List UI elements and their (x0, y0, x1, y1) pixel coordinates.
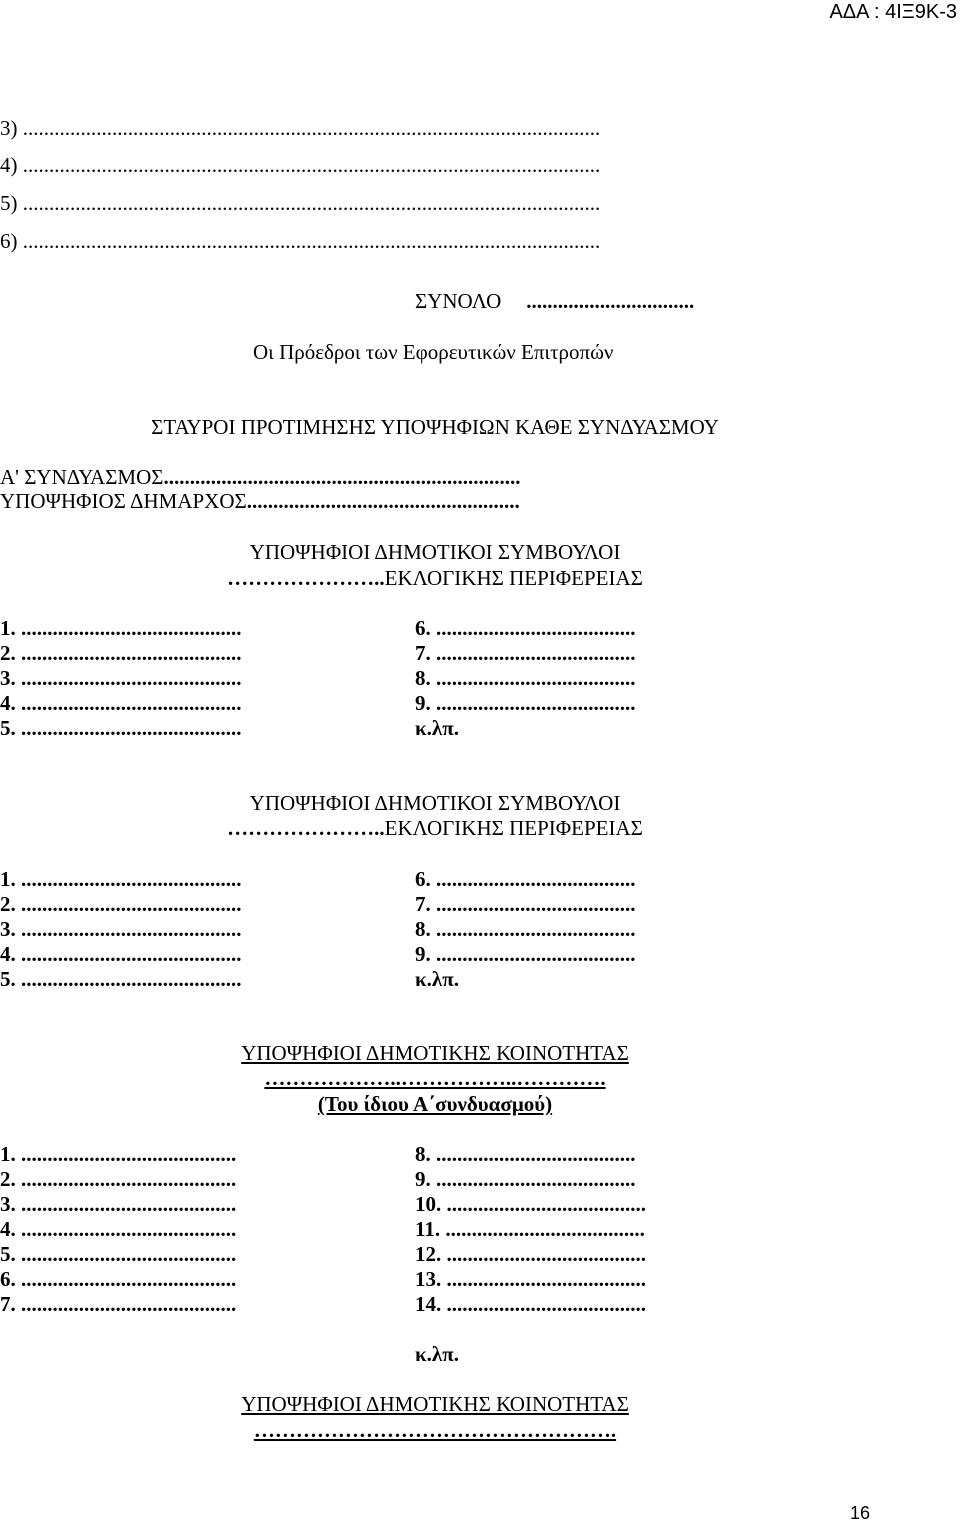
total-label: ΣΥΝΟΛΟ (415, 289, 502, 313)
combination-label: Α' ΣΥΝΔΥΑΣΜΟΣ (0, 465, 164, 489)
mayor-candidate-label: ΥΠΟΨΗΦΙΟΣ ΔΗΜΑΡΧΟΣ (0, 489, 247, 513)
district-label: ΕΚΛΟΓΙΚΗΣ ΠΕΡΙΦΕΡΕΙΑΣ (384, 816, 643, 840)
candidate-slot: 8. ...................................... (415, 1142, 636, 1166)
presidents-label: Οι Πρόεδροι των Εφορευτικών Επιτροπών (253, 340, 614, 364)
council-section-title: ΥΠΟΨΗΦΙΟΙ ΔΗΜΟΤΙΚΟΙ ΣΥΜΒΟΥΛΟΙ (249, 540, 621, 564)
council-district-line (0, 816, 870, 840)
mayor-candidate-line (0, 489, 520, 513)
candidate-slot: 2. ......................................... (0, 1167, 237, 1191)
council-row (0, 716, 870, 741)
community-row (0, 1267, 870, 1292)
council-district-line (0, 566, 870, 590)
vote-line-3: 3) .............................................................................................................. (0, 116, 601, 140)
candidate-slot: 9. ...................................... (415, 942, 636, 966)
candidate-slot: 2. .......................................... (0, 641, 242, 665)
candidate-slot: 14. ...................................... (415, 1292, 646, 1316)
community-name-line (0, 1066, 870, 1090)
etc-label: κ.λπ. (415, 716, 459, 740)
council-section-title: ΥΠΟΨΗΦΙΟΙ ΔΗΜΟΤΙΚΟΙ ΣΥΜΒΟΥΛΟΙ (249, 791, 621, 815)
candidate-slot: 6. ...................................... (415, 867, 636, 891)
candidate-slot: 8. ...................................... (415, 917, 636, 941)
candidate-slot: 7. ...................................... (415, 892, 636, 916)
community-subtitle-line (0, 1092, 870, 1116)
community-section-title: ΥΠΟΨΗΦΙΟΙ ΔΗΜΟΤΙΚΗΣ ΚΟΙΝΟΤΗΤΑΣ (241, 1392, 629, 1416)
mayor-candidate-dots: .................................................... (246, 489, 520, 513)
community-subtitle: (Του ίδιου Α΄συνδυασμού) (317, 1092, 553, 1116)
council-list (0, 616, 870, 741)
page-number: 16 (850, 1503, 871, 1523)
community-row (0, 1217, 870, 1242)
council-row (0, 942, 870, 967)
community-section-title: ΥΠΟΨΗΦΙΟΙ ΔΗΜΟΤΙΚΗΣ ΚΟΙΝΟΤΗΤΑΣ (241, 1041, 629, 1065)
council-row (0, 666, 870, 691)
candidate-slot: 1. .......................................... (0, 616, 242, 640)
candidate-slot: 11. ...................................... (415, 1217, 645, 1241)
candidate-slot: 1. ......................................... (0, 1142, 237, 1166)
candidate-slot: 5. ......................................... (0, 1242, 237, 1266)
candidate-slot: 3. .......................................... (0, 917, 242, 941)
community-row (0, 1242, 870, 1267)
candidate-slot: 3. .......................................... (0, 666, 242, 690)
community-row (0, 1167, 870, 1192)
community-name-dots: ……………………………………………. (253, 1418, 617, 1442)
district-label: ΕΚΛΟΓΙΚΗΣ ΠΕΡΙΦΕΡΕΙΑΣ (384, 566, 643, 590)
candidate-slot: 9. ...................................... (415, 1167, 636, 1191)
district-dots: ………………….. (227, 566, 385, 590)
council-row (0, 917, 870, 942)
candidate-slot: 6. ......................................... (0, 1267, 237, 1291)
candidate-slot: 3. ......................................... (0, 1192, 237, 1216)
council-row (0, 867, 870, 892)
combination-dots: .................................................................... (163, 465, 521, 489)
district-dots: ………………….. (227, 816, 385, 840)
community-list (0, 1142, 870, 1317)
council-row (0, 967, 870, 992)
candidate-slot: 6. ...................................... (415, 616, 636, 640)
candidate-slot: 2. .......................................... (0, 892, 242, 916)
etc-label: κ.λπ. (415, 967, 459, 991)
vote-line-4: 4) .............................................................................................................. (0, 153, 601, 177)
candidate-slot: 5. .......................................... (0, 716, 242, 740)
council-list (0, 867, 870, 992)
vote-line-5: 5) .............................................................................................................. (0, 191, 601, 215)
candidate-slot: 12. ...................................... (415, 1242, 646, 1266)
candidate-slot: 4. ......................................... (0, 1217, 237, 1241)
candidate-slot: 5. .......................................... (0, 967, 242, 991)
candidate-slot: 4. .......................................... (0, 942, 242, 966)
community-row (0, 1192, 870, 1217)
candidate-slot: 4. .......................................... (0, 691, 242, 715)
preference-title: ΣΤΑΥΡΟΙ ΠΡΟΤΙΜΗΣΗΣ ΥΠΟΨΗΦΙΩΝ ΚΑΘΕ ΣΥΝΔΥΑΣΜΟΥ (151, 415, 719, 439)
vote-line-6: 6) .............................................................................................................. (0, 229, 601, 253)
council-row (0, 616, 870, 641)
council-row (0, 691, 870, 716)
community-name-line (0, 1418, 870, 1442)
candidate-slot: 7. ......................................... (0, 1292, 237, 1316)
community-row (0, 1292, 870, 1317)
ada-code: ΑΔΑ : 4ΙΞ9Κ-3 (829, 1, 957, 23)
candidate-slot: 8. ...................................... (415, 666, 636, 690)
etc-label: κ.λπ. (415, 1342, 459, 1366)
combination-line (0, 465, 520, 489)
community-name-dots: ………………..……………..…………. (264, 1066, 606, 1090)
total-dots: ................................ (526, 289, 695, 313)
community-row (0, 1142, 870, 1167)
council-row (0, 641, 870, 666)
candidate-slot: 10. ...................................... (415, 1192, 646, 1216)
candidate-slot: 1. .......................................... (0, 867, 242, 891)
candidate-slot: 13. ...................................... (415, 1267, 646, 1291)
candidate-slot: 9. ...................................... (415, 691, 636, 715)
candidate-slot: 7. ...................................... (415, 641, 636, 665)
total-line (415, 289, 694, 313)
council-row (0, 892, 870, 917)
